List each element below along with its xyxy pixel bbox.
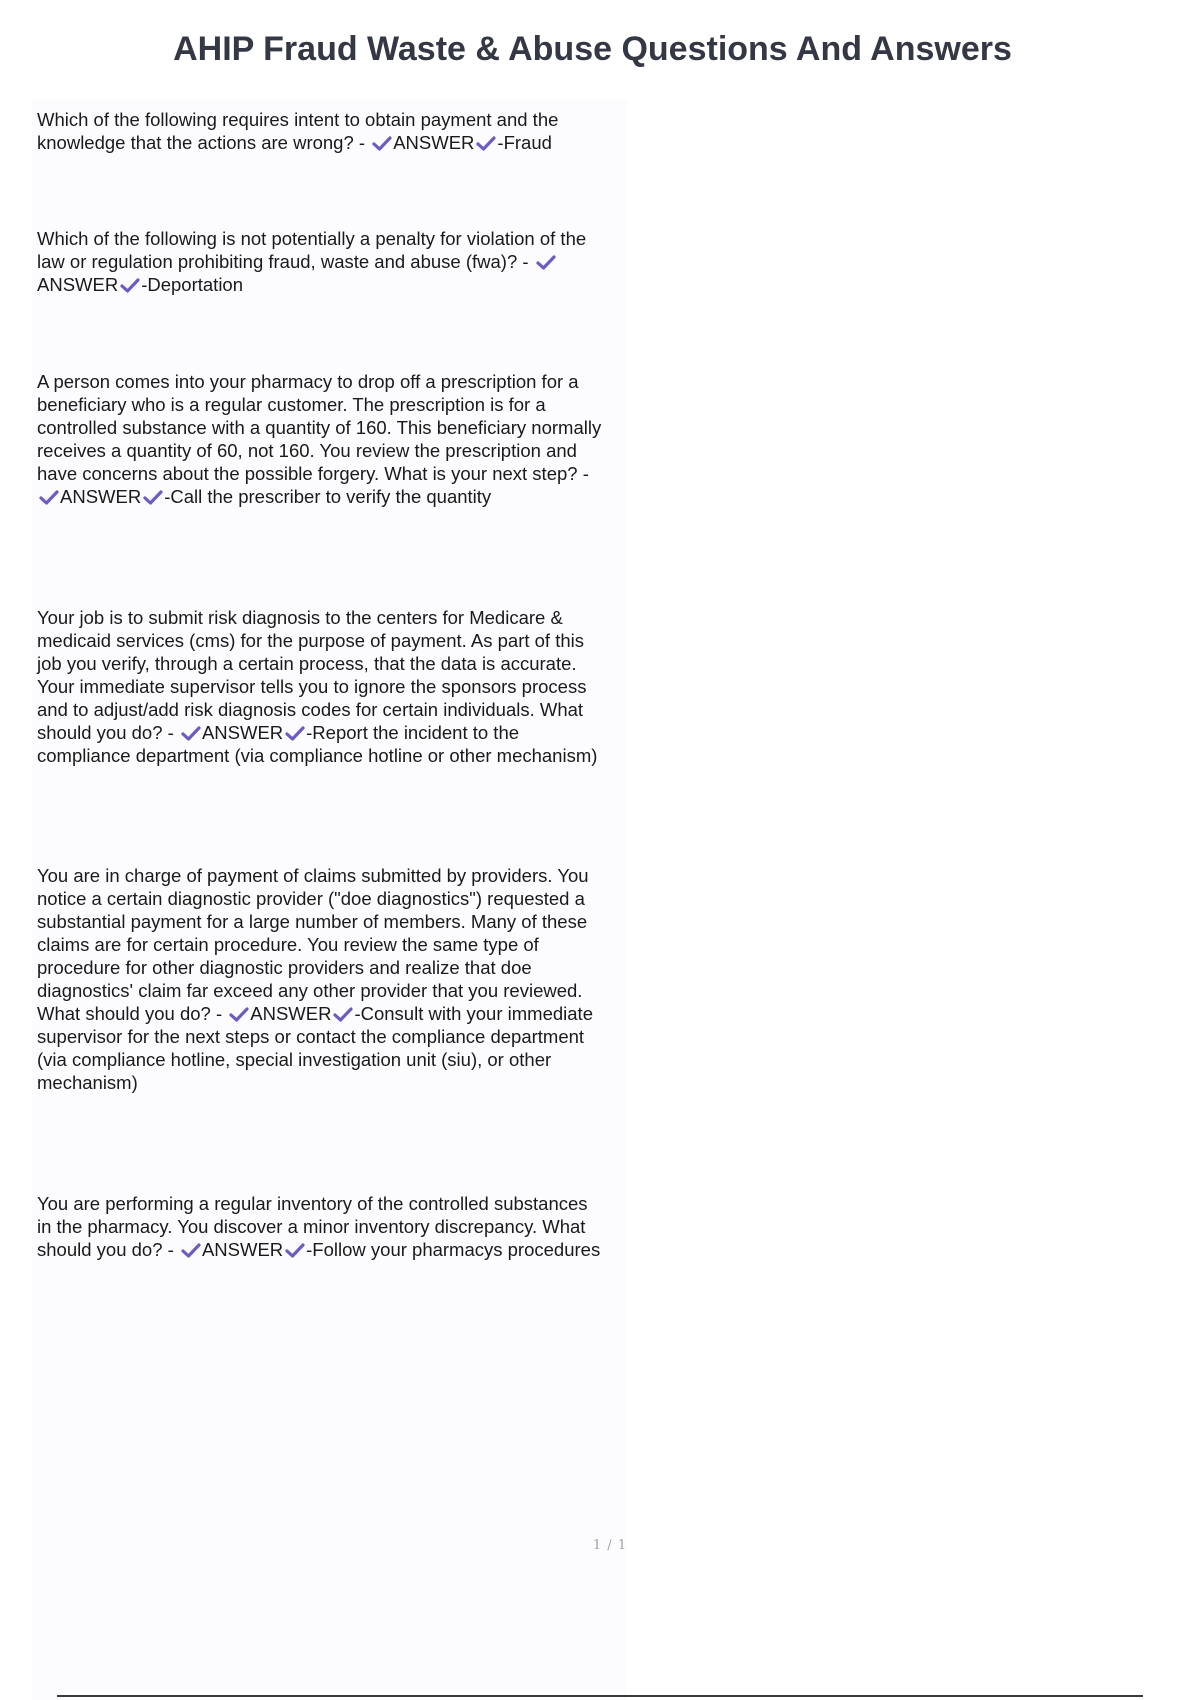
checkmark-icon <box>181 1243 201 1258</box>
footer-rule <box>57 1695 1143 1697</box>
qa-item <box>37 606 607 767</box>
question-text: Which of the following requires intent to obtain payment and the knowledge that the actions are wrong? - <box>37 109 559 153</box>
checkmark-icon <box>120 278 140 293</box>
qa-item <box>37 227 607 296</box>
checkmark-icon <box>143 490 163 505</box>
question-text: Your job is to submit risk diagnosis to the centers for Medicare & medicaid services (cms) for the purpose of payment. As part of this job you verify, through a certain process, that the data is accurate. Your immediate supervisor tells you to ignore the sponsors process and to adjust/add risk diagnosis codes for certain individuals. What should you do? - <box>37 607 587 743</box>
qa-item <box>37 108 607 154</box>
answer-label: ANSWER <box>37 274 119 295</box>
qa-item <box>37 370 607 508</box>
checkmark-icon <box>285 726 305 741</box>
question-text: Which of the following is not potentially a penalty for violation of the law or regulation prohibiting fraud, waste and abuse (fwa)? - <box>37 228 587 272</box>
checkmark-icon <box>285 1243 305 1258</box>
checkmark-icon <box>476 136 496 151</box>
checkmark-icon <box>333 1007 353 1022</box>
question-text: You are performing a regular inventory of the controlled substances in the pharmacy. You discover a minor inventory discrepancy. What should you do? - <box>37 1193 588 1260</box>
checkmark-icon <box>39 490 59 505</box>
answer-text: -Consult with your immediate supervisor for the next steps or contact the compliance department (via compliance hotline, special investigation unit (siu), or other mechanism) <box>37 1003 593 1093</box>
answer-label: ANSWER <box>201 722 284 743</box>
answer-text: -Report the incident to the compliance department (via compliance hotline or other mechanism) <box>37 722 598 766</box>
answer-text: -Call the prescriber to verify the quantity <box>164 486 492 507</box>
question-text: A person comes into your pharmacy to drop off a prescription for a beneficiary who is a regular customer. The prescription is for a controlled substance with a quantity of 160. This beneficiary normally receives a quantity of 60, not 160. You review the prescription and have concerns about the possible forgery. What is your next step? - <box>37 371 602 484</box>
checkmark-icon <box>181 726 201 741</box>
answer-label: ANSWER <box>393 132 475 153</box>
page-title: AHIP Fraud Waste & Abuse Questions And Answers <box>173 30 1012 68</box>
answer-label: ANSWER <box>60 486 142 507</box>
answer-text: -Fraud <box>497 132 552 153</box>
answer-label: ANSWER <box>201 1239 284 1260</box>
answer-label: ANSWER <box>250 1003 332 1024</box>
page-number: 1 / 1 <box>592 1538 628 1553</box>
qa-item <box>37 864 607 1094</box>
question-text: You are in charge of payment of claims submitted by providers. You notice a certain diagnostic provider ("doe diagnostics") requested a substantial payment for a large number of members. Many of these claims are for certain procedure. You review the same type of procedure for other diagnostic providers and realize that doe diagnostics' claim far exceed any other provider that you reviewed. What should you do? - <box>37 865 589 1024</box>
checkmark-icon <box>372 136 392 151</box>
answer-text: -Deportation <box>141 274 244 295</box>
qa-item <box>37 1192 607 1261</box>
answer-text: -Follow your pharmacys procedures <box>306 1239 601 1260</box>
checkmark-icon <box>536 255 556 270</box>
checkmark-icon <box>229 1007 249 1022</box>
